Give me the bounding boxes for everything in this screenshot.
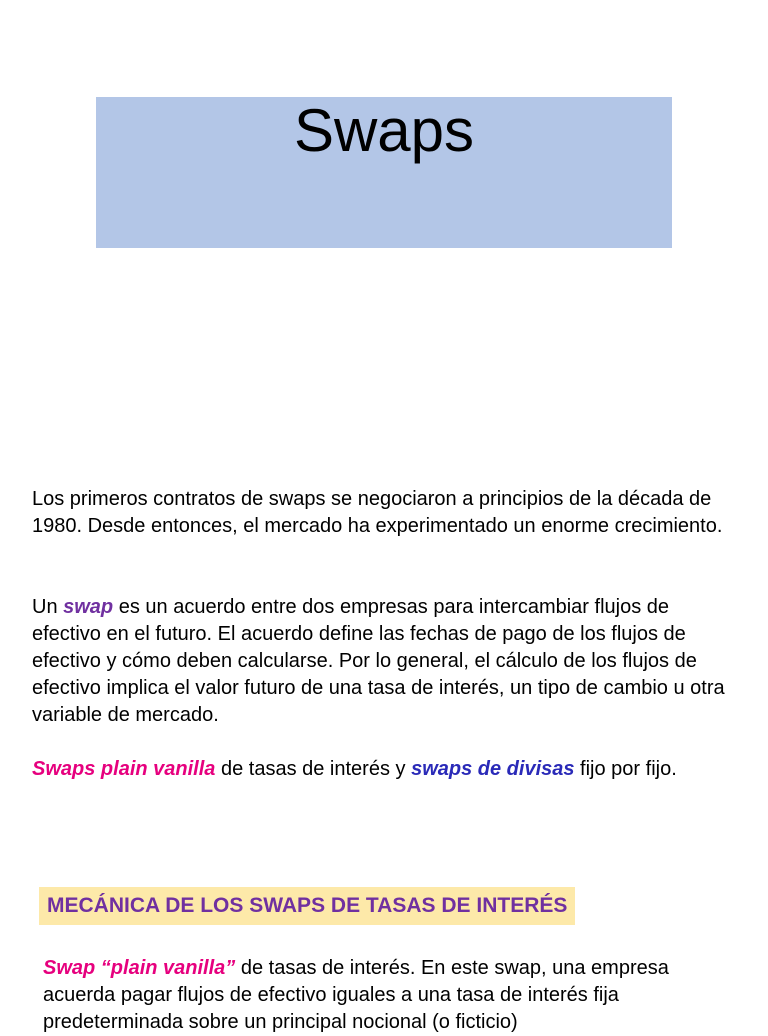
definition-rest: es un acuerdo entre dos empresas para intercambiar flujos de efectivo en el futuro. El acuerdo define las fechas de pago de los flujos de efectivo y cómo deben calcularse. Por lo general, el cálculo de los flujos de efectivo implica el valor futuro de una tasa de interés, un tipo de cambio u otra variable de mercado.: [32, 596, 725, 726]
types-rest: fijo por fijo.: [574, 758, 677, 780]
mechanics-rest: de tasas de interés. En este swap, una empresa acuerda pagar flujos de efectivo iguales a una tasa de interés fija predeterminada sobre un principal nocional (o ficticio): [43, 957, 669, 1033]
swap-term: swap: [63, 596, 114, 618]
definition-lead: Un: [32, 596, 64, 618]
page-title: Swaps: [293, 97, 475, 164]
intro-paragraph: Los primeros contratos de swaps se negociaron a principios de la década de 1980. Desde entonces, el mercado ha experimentado un enorme crecimiento.: [32, 488, 723, 537]
types-mid: de tasas de interés y: [215, 758, 412, 780]
types-paragraph: [32, 756, 742, 783]
currency-swaps-term: swaps de divisas: [411, 758, 575, 780]
plain-vanilla-term: Swaps plain vanilla: [32, 758, 216, 780]
plain-vanilla-swap-term: Swap “plain vanilla”: [43, 957, 236, 979]
definition-paragraph: [32, 594, 742, 729]
section-heading: MECÁNICA DE LOS SWAPS DE TASAS DE INTERÉS: [39, 887, 575, 925]
